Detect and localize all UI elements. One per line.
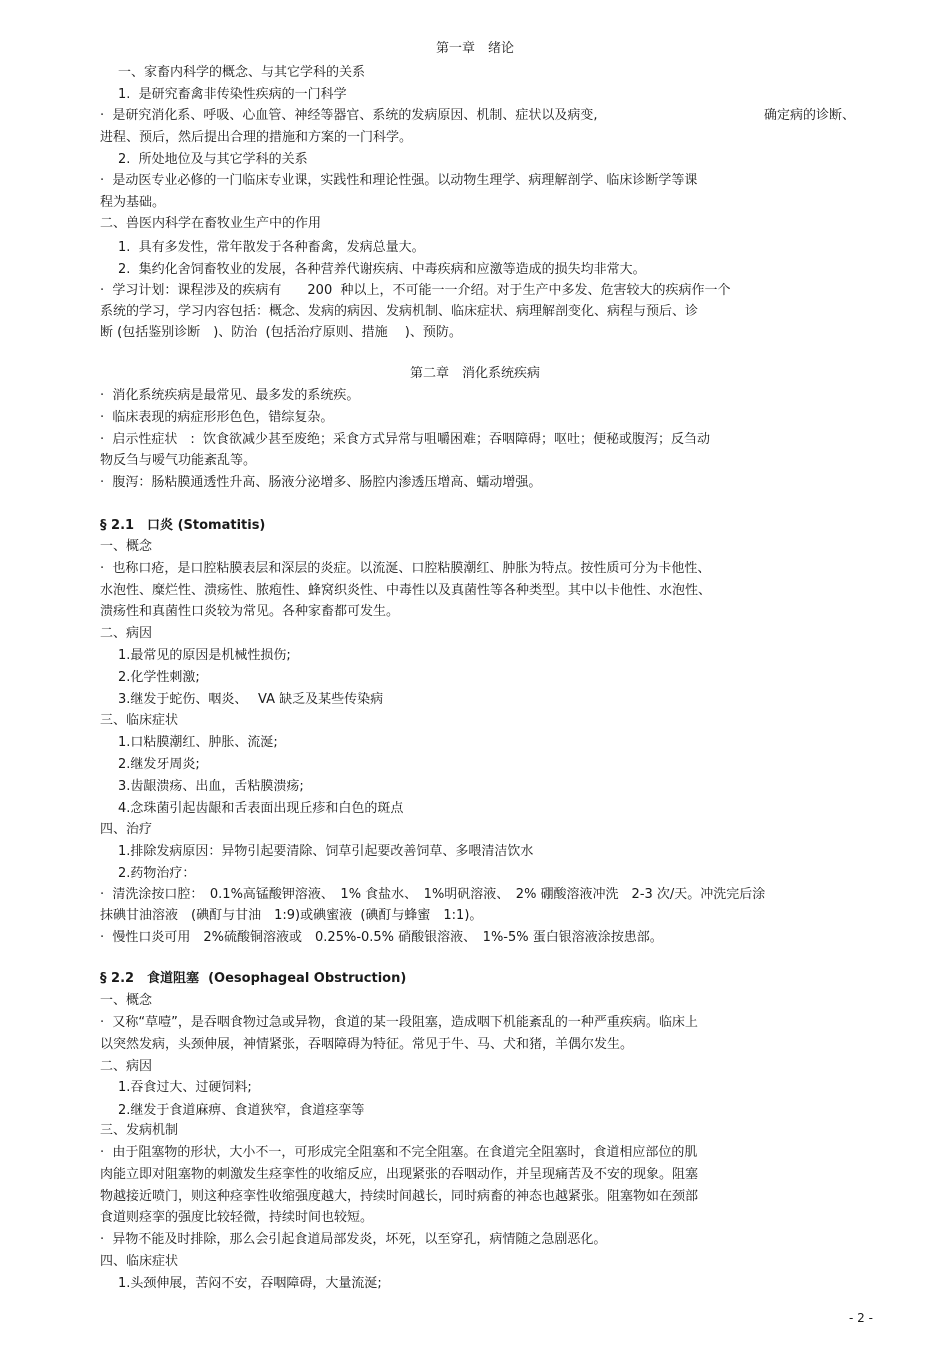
numbered-item: 2. 所处地位及与其它学科的关系 (118, 152, 308, 167)
list-item: 4.念珠菌引起齿龈和舌表面出现丘疹和白色的斑点 (118, 801, 404, 816)
paragraph-line: 以突然发病，头颈伸展，神情紧张，吞咽障碍为特征。常见于牛、马、犬和猪，羊偶尔发生。 (100, 1037, 634, 1052)
list-item: 1.最常见的原因是机械性损伤; (118, 648, 291, 663)
list-item: 2.药物治疗： (118, 866, 196, 881)
numbered-item: 2. 集约化舍饲畜牧业的发展，各种营养代谢疾病、中毒疾病和应激等造成的损失均非常大。 (118, 262, 646, 277)
paragraph-line: 物反刍与嗳气功能紊乱等。 (100, 453, 257, 468)
paragraph-line: 水泡性、糜烂性、溃疡性、脓疱性、蜂窝织炎性、中毒性以及真菌性等各种类型。其中以卡他性、水泡性、 (100, 583, 712, 598)
list-item: 2.继发于食道麻痹、食道狭窄，食道痉挛等 (118, 1103, 365, 1118)
paragraph-line: 物越接近喷门，则这种痉挛性收缩强度越大，持续时间越长，同时病畜的神态也越紧张。阻塞物如在颈部 (100, 1189, 699, 1204)
bullet-paragraph: · 由于阻塞物的形状，大小不一，可形成完全阻塞和不完全阻塞。在食道完全阻塞时，食道相应部位的肌 (100, 1145, 698, 1160)
bullet-paragraph: · 学习计划：课程涉及的疾病有 200 种以上，不可能一一介绍。对于生产中多发、危害较大的疾病作一个 (100, 283, 731, 298)
bullet-paragraph: · 消化系统疾病是最常见、最多发的系统疾。 (100, 388, 360, 403)
bullet-paragraph: · 是动医专业必修的一门临床专业课，实践性和理论性强。以动物生理学、病理解剖学、临床诊断学等课 (100, 173, 698, 188)
subsection-heading: 一、概念 (100, 993, 153, 1008)
bullet-paragraph: · 腹泻：肠粘膜通透性升高、肠液分泌增多、肠腔内渗透压增高、蠕动增强。 (100, 475, 542, 490)
subsection-heading: 二、病因 (100, 1059, 153, 1074)
list-item: 1.排除发病原因：异物引起要清除、饲草引起要改善饲草、多喂清洁饮水 (118, 844, 534, 859)
paragraph-line: 溃疡性和真菌性口炎较为常见。各种家畜都可发生。 (100, 604, 400, 619)
bullet-paragraph: · 异物不能及时排除，那么会引起食道局部发炎，坏死，以至穿孔，病情随之急剧恶化。 (100, 1232, 607, 1247)
paragraph-line: 肉能立即对阻塞物的刺激发生痉挛性的收缩反应，出现紧张的吞咽动作，并呈现痛苦及不安的现象。阻塞 (100, 1167, 699, 1182)
paragraph-line: 进程、预后，然后提出合理的措施和方案的一门科学。 (100, 130, 413, 145)
subsection-heading: 一、概念 (100, 539, 153, 554)
subsection-heading: 三、发病机制 (100, 1123, 179, 1138)
bullet-paragraph: · 又称“草噎”，是吞咽食物过急或异物，食道的某一段阻塞，造成咽下机能紊乱的一种严重疾病。临床上 (100, 1015, 698, 1030)
section-2-2-heading: § 2.2 食道阻塞 (Oesophageal Obstruction) (100, 971, 407, 986)
bullet-paragraph: · 也称口疮，是口腔粘膜表层和深层的炎症。以流涎、口腔粘膜潮红、肿胀为特点。按性质可分为卡他性、 (100, 561, 711, 576)
list-item: 2.化学性刺激; (118, 670, 200, 685)
subsection-heading: 四、治疗 (100, 822, 153, 837)
numbered-item: 1. 具有多发性，常年散发于各种畜禽，发病总量大。 (118, 240, 425, 255)
bullet-paragraph: · 慢性口炎可用 2%硫酸铜溶液或 0.25%-0.5% 硝酸银溶液、 1%-5% 蛋白银溶液涂按患部。 (100, 930, 663, 945)
list-item: 1.吞食过大、过硬饲料; (118, 1080, 252, 1095)
subsection-heading: 二、病因 (100, 626, 153, 641)
list-item: 3.齿龈溃疡、出血，舌粘膜溃疡; (118, 779, 304, 794)
section-heading: 二、兽医内科学在畜牧业生产中的作用 (100, 216, 322, 231)
subsection-heading: 三、临床症状 (100, 713, 179, 728)
chapter-1-title: 第一章 绪论 (435, 41, 514, 56)
subsection-heading: 四、临床症状 (100, 1254, 179, 1269)
page-number: - 2 - (849, 1311, 873, 1325)
list-item: 1.口粘膜潮红、肿胀、流涎; (118, 735, 278, 750)
paragraph-line: 断 (包括鉴别诊断 )、防治 (包括治疗原则、措施 )、预防。 (100, 325, 462, 340)
bullet-paragraph-tail: 确定病的诊断、 (764, 108, 856, 123)
bullet-paragraph: · 是研究消化系、呼吸、心血管、神经等器官、系统的发病原因、机制、症状以及病变, (100, 108, 598, 123)
chapter-2-title: 第二章 消化系统疾病 (410, 366, 541, 381)
paragraph-line: 抹碘甘油溶液 (碘酊与甘油 1:9)或碘蜜液 (碘酊与蜂蜜 1:1)。 (100, 908, 483, 923)
bullet-paragraph: · 启示性症状 : 饮食欲减少甚至废绝；采食方式异常与咀嚼困难；吞咽障碍；呕吐；便秘或腹泻；反刍动 (100, 432, 711, 447)
bullet-paragraph: · 清洗涂按口腔： 0.1%高锰酸钾溶液、 1% 食盐水、 1%明矾溶液、 2% 硼酸溶液冲洗 2-3 次/天。冲洗完后涂 (100, 887, 766, 902)
paragraph-line: 食道则痉挛的强度比较轻微，持续时间也较短。 (100, 1210, 374, 1225)
list-item: 3.继发于蛇伤、咽炎、 VA 缺乏及某些传染病 (118, 692, 384, 707)
list-item: 1.头颈伸展，苦闷不安，吞咽障碍，大量流涎; (118, 1276, 382, 1291)
section-2-1-heading: § 2.1 口炎 (Stomatitis) (100, 518, 266, 533)
bullet-paragraph: · 临床表现的病症形形色色，错综复杂。 (100, 410, 334, 425)
paragraph-line: 系统的学习，学习内容包括：概念、发病的病因、发病机制、临床症状、病理解剖变化、病程与预后、诊 (100, 304, 699, 319)
paragraph-line: 程为基础。 (100, 195, 166, 210)
list-item: 2.继发牙周炎; (118, 757, 200, 772)
section-heading: 一、家畜内科学的概念、与其它学科的关系 (118, 65, 366, 80)
numbered-item: 1. 是研究畜禽非传染性疾病的一门科学 (118, 87, 347, 102)
